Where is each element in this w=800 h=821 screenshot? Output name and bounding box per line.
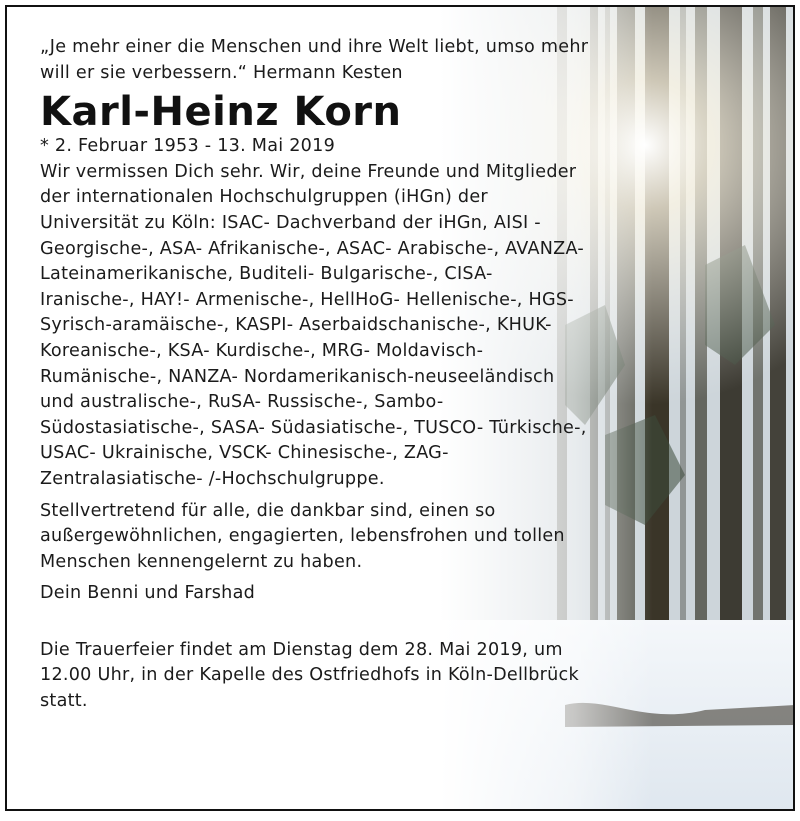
quote: „Je mehr einer die Menschen und ihre Welt liebt, umso mehr will er sie verbessern.“ Hermann Kesten [40, 37, 589, 83]
funeral-info: Die Trauerfeier findet am Dienstag dem 28. Mai 2019, um 12.00 Uhr, in der Kapelle des Ostfriedhofs in Köln-Dellbrück statt. [40, 639, 579, 712]
memorial-message: Wir vermissen Dich sehr. Wir, deine Freunde und Mitglieder der internationalen Hochschulgruppen (iHGn) der Universität zu Köln: ISAC- Dachverband der iHGn, AISI - Georgische-, ASA- Afrikanische-, ASAC- Arabische-, AVANZA- Lateinamerikanische, Buditeli- Bulgarische-, CISA- Iranische-, HAY!- Armenische-, HellHoG- Hellenische-, HGS- Syrisch-aramäische-, KASPI- Aserbaidschanische-, KHUK- Koreanische-, KSA- Kurdische-, MRG- Moldavisch-Rumänische-, NANZA- Nordamerikanisch-neuseeländisch und australische-, RuSA- Russische-, Sambo- Südostasiatische-, SASA- Südasiatische-, TUSCO- Türkische-, USAC- Ukrainische, VSCK- Chinesische-, ZAG- Zentralasiatische- /-Hochschulgruppe. [40, 161, 587, 489]
notice-text [40, 35, 590, 715]
signature: Dein Benni und Farshad [40, 583, 256, 604]
gratitude-text: Stellvertretend für alle, die dankbar sind, einen so außergewöhnlichen, engagierten, lebensfrohen und tollen Menschen kennengelernt zu haben. [40, 500, 565, 572]
obituary-notice [5, 5, 795, 811]
life-dates: * 2. Februar 1953 - 13. Mai 2019 [40, 136, 336, 157]
deceased-name: Karl-Heinz Korn [40, 89, 402, 136]
